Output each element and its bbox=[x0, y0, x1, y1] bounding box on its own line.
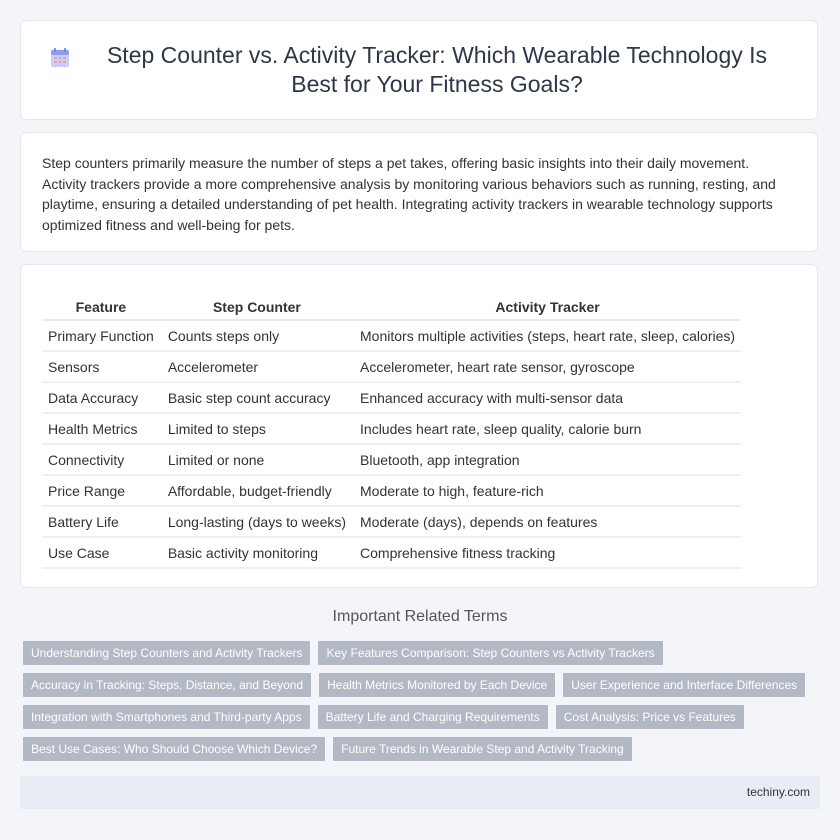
table-cell: Connectivity bbox=[42, 444, 161, 475]
table-cell: Sensors bbox=[42, 351, 161, 382]
title-card bbox=[20, 20, 818, 120]
table-cell: Limited to steps bbox=[161, 413, 353, 444]
calendar-icon bbox=[49, 47, 71, 69]
related-term-tag[interactable]: Future Trends in Wearable Step and Activity Tracking bbox=[333, 737, 632, 761]
table-row bbox=[42, 475, 741, 506]
title-wrap bbox=[49, 41, 789, 99]
table-row bbox=[42, 382, 741, 413]
related-term-tag[interactable]: Accuracy in Tracking: Steps, Distance, and Beyond bbox=[23, 673, 311, 697]
table-cell: Enhanced accuracy with multi-sensor data bbox=[353, 382, 741, 413]
table-cell: Primary Function bbox=[42, 320, 161, 351]
related-term-tag[interactable]: Cost Analysis: Price vs Features bbox=[556, 705, 744, 729]
related-term-tag[interactable]: Battery Life and Charging Requirements bbox=[318, 705, 548, 729]
column-header: Feature bbox=[42, 293, 161, 320]
table-row bbox=[42, 506, 741, 537]
table-cell: Includes heart rate, sleep quality, calorie burn bbox=[353, 413, 741, 444]
table-cell: Affordable, budget-friendly bbox=[161, 475, 353, 506]
related-term-tag[interactable]: Key Features Comparison: Step Counters vs Activity Trackers bbox=[318, 641, 662, 665]
table-cell: Bluetooth, app integration bbox=[353, 444, 741, 475]
intro-card bbox=[20, 132, 818, 252]
tag-row bbox=[23, 705, 823, 729]
table-row bbox=[42, 351, 741, 382]
tag-row bbox=[23, 737, 823, 761]
table-cell: Accelerometer bbox=[161, 351, 353, 382]
table-cell: Battery Life bbox=[42, 506, 161, 537]
related-term-tag[interactable]: User Experience and Interface Differences bbox=[563, 673, 805, 697]
table-cell: Limited or none bbox=[161, 444, 353, 475]
table-cell: Accelerometer, heart rate sensor, gyroscope bbox=[353, 351, 741, 382]
related-term-tag[interactable]: Best Use Cases: Who Should Choose Which Device? bbox=[23, 737, 325, 761]
table-cell: Comprehensive fitness tracking bbox=[353, 537, 741, 568]
related-term-tag[interactable]: Health Metrics Monitored by Each Device bbox=[319, 673, 555, 697]
table-cell: Use Case bbox=[42, 537, 161, 568]
table-cell: Monitors multiple activities (steps, heart rate, sleep, calories) bbox=[353, 320, 741, 351]
related-terms-heading: Important Related Terms bbox=[332, 608, 508, 625]
page-title: Step Counter vs. Activity Tracker: Which Wearable Technology Is Best for Your Fitness Goals? bbox=[106, 42, 768, 97]
table-cell: Basic activity monitoring bbox=[161, 537, 353, 568]
table-row bbox=[42, 413, 741, 444]
table-cell: Data Accuracy bbox=[42, 382, 161, 413]
tag-row bbox=[23, 641, 823, 665]
table-card bbox=[20, 264, 818, 588]
table-cell: Counts steps only bbox=[161, 320, 353, 351]
related-term-tag[interactable]: Integration with Smartphones and Third-party Apps bbox=[23, 705, 310, 729]
table-cell: Price Range bbox=[42, 475, 161, 506]
table-row bbox=[42, 320, 741, 351]
footer bbox=[20, 776, 820, 809]
table-cell: Long-lasting (days to weeks) bbox=[161, 506, 353, 537]
comparison-table bbox=[42, 293, 741, 569]
related-terms-list bbox=[23, 641, 823, 769]
table-cell: Health Metrics bbox=[42, 413, 161, 444]
table-row bbox=[42, 444, 741, 475]
intro-text: Step counters primarily measure the number of steps a pet takes, offering basic insights into their daily movement. Activity trackers provide a more comprehensive analysis by monitoring various behaviors such as running, resting, and playtime, ensuring a detailed understanding of pet health. Integrating activity trackers in wearable technology supports optimized fitness and well-being for pets. bbox=[42, 155, 776, 233]
table-cell: Moderate (days), depends on features bbox=[353, 506, 741, 537]
table-cell: Moderate to high, feature-rich bbox=[353, 475, 741, 506]
table-row bbox=[42, 537, 741, 568]
column-header: Activity Tracker bbox=[353, 293, 741, 320]
tag-row bbox=[23, 673, 823, 697]
column-header: Step Counter bbox=[161, 293, 353, 320]
table-cell: Basic step count accuracy bbox=[161, 382, 353, 413]
footer-site-link[interactable]: techiny.com bbox=[746, 785, 810, 799]
related-term-tag[interactable]: Understanding Step Counters and Activity Trackers bbox=[23, 641, 310, 665]
table-header-row bbox=[42, 293, 741, 320]
